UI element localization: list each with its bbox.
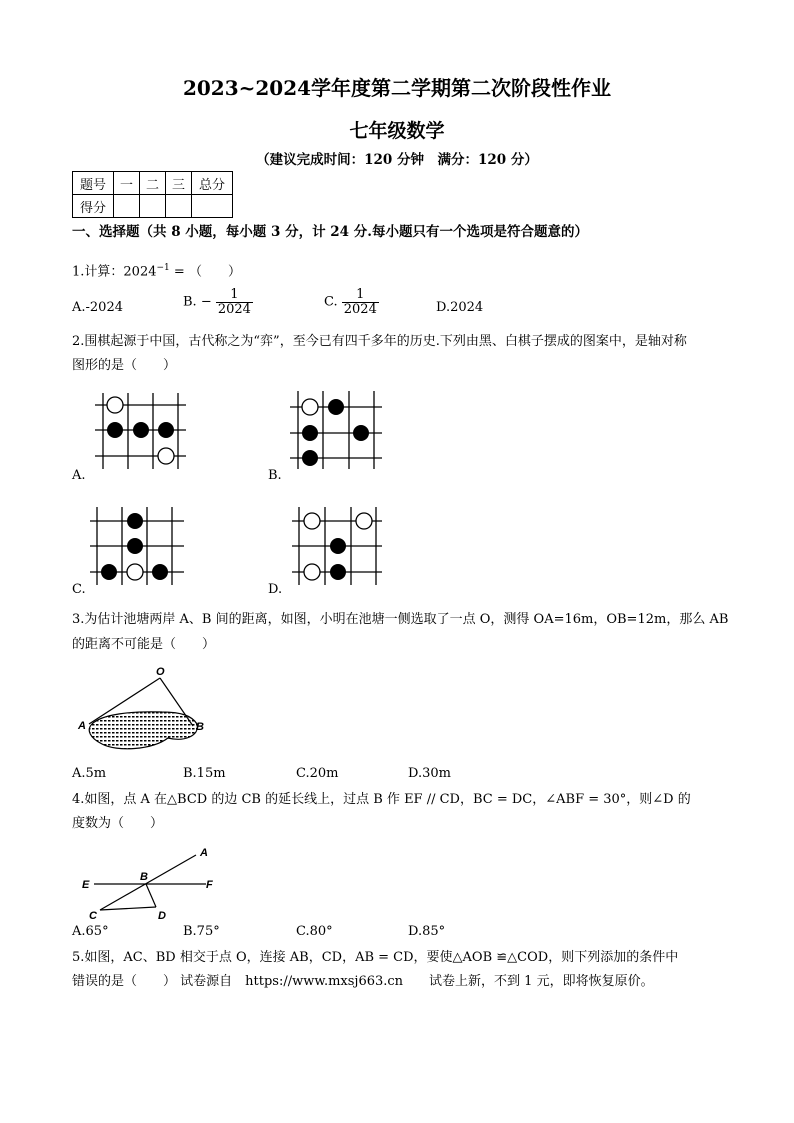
q1-stem: [72, 260, 241, 280]
black-stone: [302, 450, 318, 466]
source-notice: 试卷源自 https://www.mxsj663.cn 试卷上新，不到 1 元，即将恢复原价。: [180, 974, 654, 989]
score-cell: [192, 195, 233, 218]
point-c-label: C: [89, 910, 97, 922]
black-stone: [302, 425, 318, 441]
exam-title: 2023~2024学年度第二学期第二次阶段性作业: [182, 76, 612, 100]
point-d-label: D: [158, 910, 166, 922]
q1-option-b: [183, 288, 253, 317]
black-stone: [353, 425, 369, 441]
q5-stem-main: 错误的是（ ）: [72, 974, 177, 989]
q5-stem-line2: [72, 974, 654, 990]
score-table-header-row: [73, 172, 233, 195]
q2-label-b: B.: [268, 468, 282, 483]
exam-subtitle: 七年级数学: [349, 120, 445, 142]
white-stone: [158, 448, 174, 464]
black-stone: [107, 422, 123, 438]
go-board-a: [90, 383, 190, 473]
black-stone: [152, 564, 168, 580]
point-e-label: E: [82, 879, 90, 891]
line-ca: [100, 855, 196, 910]
q1-option-c: [324, 288, 379, 317]
q1-stem-prefix: 1.计算：: [72, 264, 124, 280]
q2-label-c: C.: [72, 582, 86, 597]
black-stone: [158, 422, 174, 438]
black-stone: [101, 564, 117, 580]
point-f-label: F: [206, 879, 213, 891]
q1-c-num: 1: [356, 287, 365, 302]
q2-stem-line2: 图形的是（ ）: [72, 358, 177, 373]
score-cell: 一: [114, 172, 140, 195]
go-board-d: [288, 497, 388, 587]
score-cell: 二: [140, 172, 166, 195]
q2-label-a: A.: [72, 468, 86, 483]
exam-note: （建议完成时间：120 分钟 满分：120 分）: [256, 152, 538, 168]
q1-stem-suffix: = （ ）: [169, 264, 241, 280]
q1-b-den: 2024: [217, 302, 251, 317]
q1-option-a: A.-2024: [72, 300, 123, 315]
q2-label-d: D.: [268, 582, 283, 597]
q4-option-c: C.80°: [296, 924, 333, 939]
go-board-c: [90, 497, 190, 587]
score-cell: 得分: [73, 195, 114, 218]
score-cell: 题号: [73, 172, 114, 195]
white-stone: [356, 513, 372, 529]
score-table-value-row: [73, 195, 233, 218]
section-heading: 一、选择题（共 8 小题，每小题 3 分，计 24 分.每小题只有一个选项是符合题意的）: [72, 224, 588, 240]
q3-option-b: B.15m: [183, 766, 226, 781]
white-stone: [107, 397, 123, 413]
q1-option-d: D.2024: [436, 300, 484, 315]
point-a-label: A: [200, 847, 208, 859]
point-o-label: O: [156, 666, 165, 678]
black-stone: [328, 399, 344, 415]
point-b-label: B: [140, 871, 148, 883]
angle-figure: [72, 840, 232, 922]
score-cell: 三: [166, 172, 192, 195]
q4-stem-line2: 度数为（ ）: [72, 816, 164, 831]
segment-bd: [146, 884, 156, 907]
q4-option-b: B.75°: [183, 924, 220, 939]
segment-cd: [100, 907, 156, 910]
black-stone: [330, 564, 346, 580]
point-b-label: B: [196, 721, 204, 733]
black-stone: [127, 538, 143, 554]
go-board-b: [288, 383, 388, 473]
q3-option-c: C.20m: [296, 766, 339, 781]
white-stone: [302, 399, 318, 415]
q1-c-fraction: [342, 288, 379, 317]
point-a-label: A: [78, 720, 86, 732]
pond-figure: [72, 664, 222, 754]
q2-stem-line1: 2.围棋起源于中国，古代称之为“弈”，至今已有四千多年的历史.下列由黑、白棋子摆成的图案中，是轴对称: [72, 334, 687, 349]
q1-base: 2024: [123, 264, 157, 280]
q3-option-a: A.5m: [72, 766, 107, 781]
q4-option-d: D.85°: [408, 924, 446, 939]
white-stone: [304, 513, 320, 529]
q5-stem-line1: 5.如图，AC、BD 相交于点 O，连接 AB，CD，AB = CD，要使△AOB ≌△COD，则下列添加的条件中: [72, 950, 679, 965]
pond-shape: [89, 712, 197, 749]
score-table: [72, 171, 233, 218]
q1-c-prefix: C.: [324, 294, 338, 310]
q3-stem-line2: 的距离不可能是（ ）: [72, 637, 216, 652]
q1-b-fraction: [216, 288, 253, 317]
score-cell: [166, 195, 192, 218]
q1-b-prefix: B. −: [183, 294, 212, 310]
black-stone: [330, 538, 346, 554]
white-stone: [127, 564, 143, 580]
q1-exponent: −1: [156, 263, 170, 273]
q4-stem-line1: 4.如图，点 A 在△BCD 的边 CB 的延长线上，过点 B 作 EF // CD，BC = DC，∠ABF = 30°，则∠D 的: [72, 792, 691, 807]
score-cell: [140, 195, 166, 218]
black-stone: [133, 422, 149, 438]
q1-b-num: 1: [230, 287, 239, 302]
black-stone: [127, 513, 143, 529]
score-cell: 总分: [192, 172, 233, 195]
q3-stem-line1: 3.为估计池塘两岸 A、B 间的距离，如图，小明在池塘一侧选取了一点 O，测得 OA=16m，OB=12m，那么 AB: [72, 612, 729, 627]
score-cell: [114, 195, 140, 218]
q4-option-a: A.65°: [72, 924, 109, 939]
q3-option-d: D.30m: [408, 766, 451, 781]
white-stone: [304, 564, 320, 580]
q1-c-den: 2024: [343, 302, 377, 317]
